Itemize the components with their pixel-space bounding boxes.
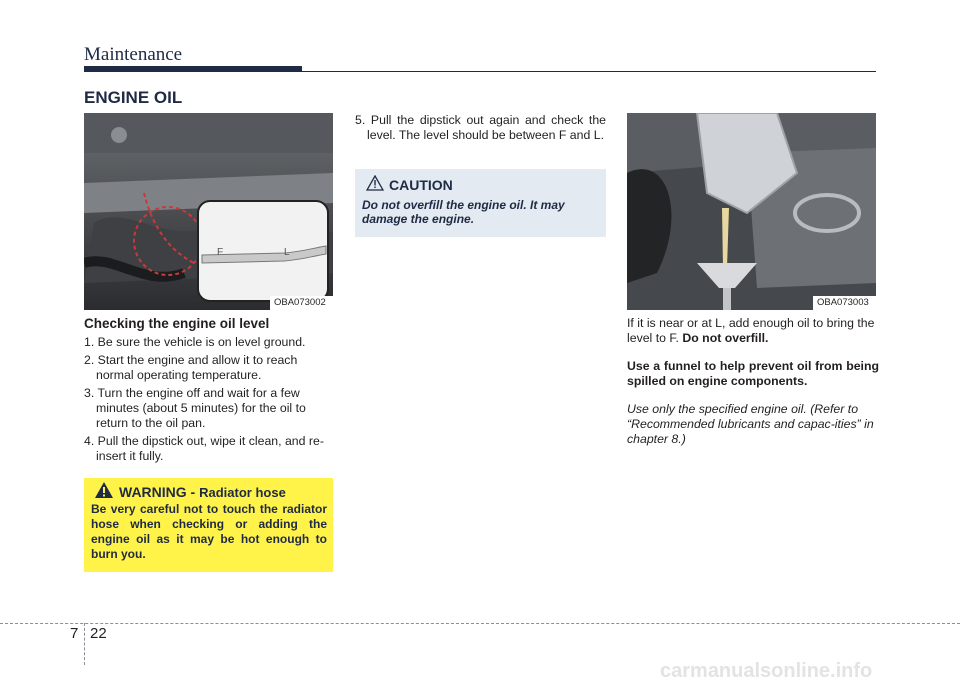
dipstick-mark-f: F: [217, 247, 224, 258]
subheading: Checking the engine oil level: [84, 316, 270, 331]
oil-level-paragraph: [627, 316, 879, 346]
running-header: Maintenance: [84, 44, 183, 65]
header-rule: [302, 71, 876, 72]
right-column: [627, 316, 879, 447]
left-column: [84, 316, 334, 467]
step-4: 4. Pull the dipstick out, wipe it clean, and re-insert it fully.: [84, 434, 324, 463]
warning-label: WARNING -: [119, 484, 200, 500]
footer-divider: [84, 623, 85, 665]
warning-topic: Radiator hose: [199, 485, 286, 500]
oil-bottle-illustration: [627, 113, 876, 310]
caution-text: Do not overfill the engine oil. It may damage the engine.: [362, 198, 565, 226]
step-2: 2. Start the engine and allow it to reach normal operating temperature.: [84, 353, 298, 382]
engine-bay-illustration: [84, 113, 333, 310]
chapter-number: 7: [70, 625, 79, 642]
watermark: carmanualsonline.info: [660, 660, 873, 682]
page-number: 22: [90, 625, 107, 642]
section-title: ENGINE OIL: [84, 88, 183, 107]
oil-fill-photo: [627, 113, 876, 310]
overfill-note: Do not overfill.: [682, 331, 769, 345]
figure-caption: OBA073002: [274, 297, 326, 308]
caution-triangle-icon: [366, 175, 384, 191]
dipstick-photo: [84, 113, 333, 310]
header-accent-bar: [84, 66, 302, 72]
caution-heading: CAUTION: [389, 177, 453, 193]
step-3: 3. Turn the engine off and wait for a few minutes (about 5 minutes) for the oil to return to the oil pan.: [84, 386, 306, 430]
warning-text: Be very careful not to touch the radiator hose when checking or adding the engine oil as it may be hot enough to burn you.: [91, 502, 327, 561]
warning-triangle-icon: [94, 481, 114, 499]
warning-heading: [119, 484, 286, 500]
dipstick-mark-l: L: [284, 247, 290, 258]
funnel-paragraph: Use a funnel to help prevent oil from being spilled on engine components.: [627, 359, 879, 388]
footer-rule: [0, 623, 960, 624]
step-5: 5. Pull the dipstick out again and check the level. The level should be between F and L.: [355, 113, 606, 142]
specified-oil-paragraph: Use only the specified engine oil. (Refer to “Recommended lubricants and capac-ities” in chapter 8.): [627, 402, 874, 446]
step-1: 1. Be sure the vehicle is on level ground.: [84, 335, 306, 349]
oil-level-text: If it is near or at L, add enough oil to bring the level to F.: [627, 316, 875, 345]
middle-column: [355, 113, 606, 146]
figure-caption: OBA073003: [817, 297, 869, 308]
